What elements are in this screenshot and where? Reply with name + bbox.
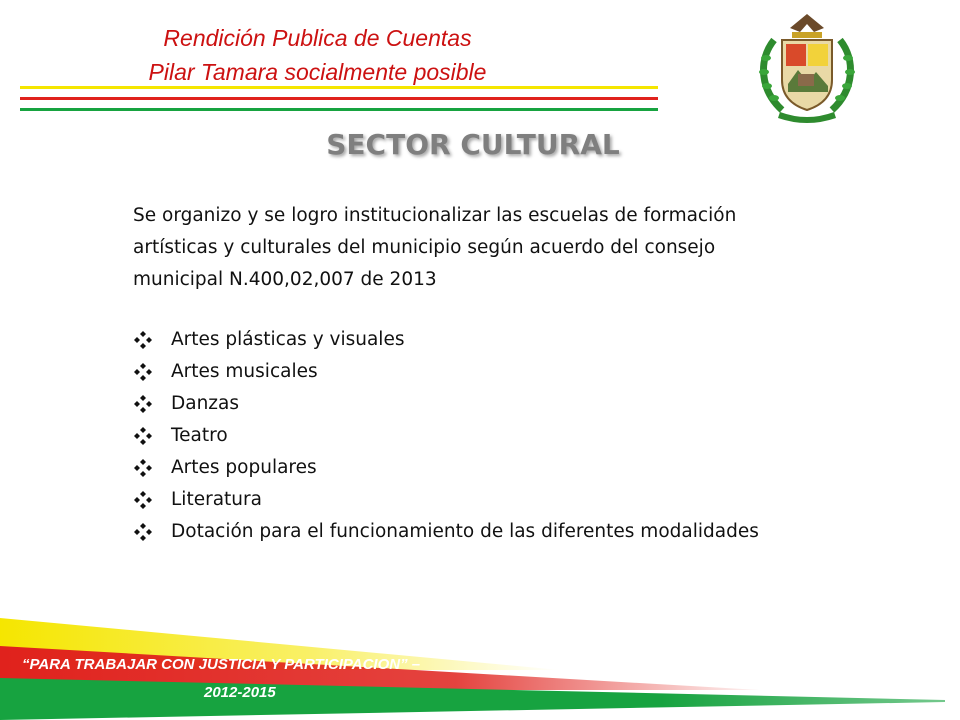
- list-item-label: Danzas: [171, 393, 239, 414]
- intro-line: Se organizo y se logro institucionalizar las escuelas de formación: [133, 205, 737, 226]
- stripe-yellow: [20, 86, 658, 89]
- intro-paragraph: [133, 200, 853, 296]
- list-item: [133, 484, 759, 516]
- header-title-line-2: Pilar Tamara socialmente posible: [148, 59, 487, 85]
- municipal-coat-of-arms-icon: [752, 10, 862, 128]
- list-item-label: Teatro: [171, 425, 228, 446]
- footer-years: 2012-2015: [204, 684, 276, 701]
- list-item-label: Dotación para el funcionamiento de las diferentes modalidades: [171, 521, 759, 542]
- list-item: [133, 356, 759, 388]
- diamond-bullet-icon: [133, 484, 157, 516]
- diamond-bullet-icon: [133, 420, 157, 452]
- header-title-line-1: Rendición Publica de Cuentas: [163, 25, 472, 51]
- section-title: SECTOR CULTURAL: [326, 128, 620, 161]
- list-item: [133, 324, 759, 356]
- list-item-label: Artes populares: [171, 457, 317, 478]
- intro-line: artísticas y culturales del municipio según acuerdo del consejo: [133, 237, 716, 258]
- stripe-green: [20, 108, 658, 111]
- diamond-bullet-icon: [133, 324, 157, 356]
- diamond-bullet-icon: [133, 388, 157, 420]
- header-tricolor-stripes: [20, 86, 658, 114]
- list-item-label: Artes musicales: [171, 361, 318, 382]
- intro-line: municipal N.400,02,007 de 2013: [133, 269, 437, 290]
- diamond-bullet-icon: [133, 516, 157, 548]
- list-item: [133, 388, 759, 420]
- diamond-bullet-icon: [133, 356, 157, 388]
- list-item-label: Literatura: [171, 489, 262, 510]
- footer-slogan: “PARA TRABAJAR CON JUSTICIA Y PARTICIPACION” –: [22, 656, 421, 673]
- list-item: [133, 420, 759, 452]
- diamond-bullet-icon: [133, 452, 157, 484]
- stripe-red: [20, 97, 658, 100]
- modalities-list: [133, 324, 759, 548]
- list-item: [133, 516, 759, 548]
- list-item: [133, 452, 759, 484]
- list-item-label: Artes plásticas y visuales: [171, 329, 405, 350]
